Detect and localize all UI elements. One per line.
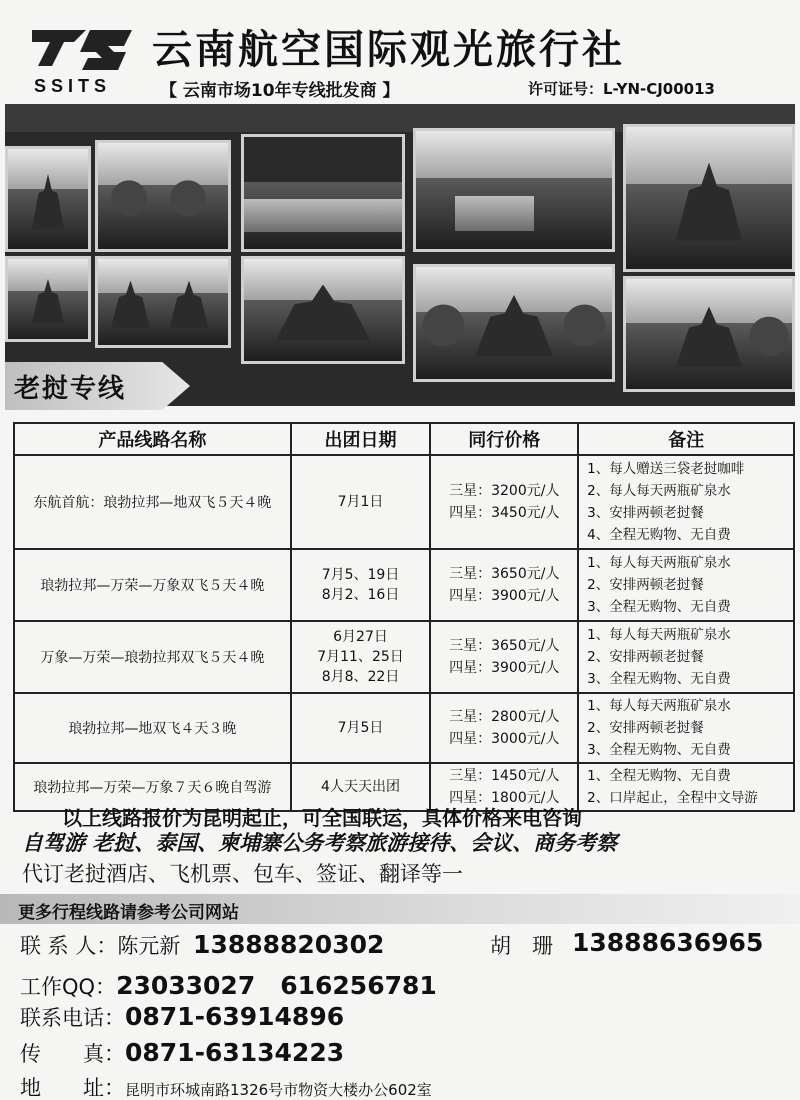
- route-notes: [578, 693, 794, 763]
- route-dates: [291, 549, 431, 621]
- route-prices: [430, 621, 578, 693]
- qq-label: 工作QQ：: [20, 975, 117, 999]
- palace-photo: [623, 124, 795, 272]
- section-title: 老挝专线: [14, 374, 127, 404]
- price-line: 四星：3900元/人: [449, 660, 560, 676]
- telephone-row: [20, 1002, 344, 1032]
- contact-person-label: 联 系 人：: [20, 934, 118, 958]
- license-number: 许可证号：L-YN-CJ00013: [528, 80, 715, 98]
- address-row: [20, 1072, 432, 1100]
- route-name: 琅勃拉邦—万荣—万象双飞５天４晚: [14, 549, 291, 621]
- qq-numbers[interactable]: 23033027 616256781: [116, 971, 437, 1000]
- date-line: 7月1日: [337, 494, 384, 510]
- price-line: 三星：2800元/人: [449, 709, 560, 725]
- price-line: 三星：3650元/人: [449, 638, 560, 654]
- note-line: 3、全程无购物、无自费: [587, 742, 731, 758]
- price-line: 四星：3900元/人: [449, 588, 560, 604]
- table-row: [14, 621, 794, 693]
- date-line: 8月2、16日: [321, 587, 400, 603]
- golden-stupa-photo: [413, 264, 615, 382]
- fax-label: 传 真：: [20, 1042, 125, 1066]
- routes-table: [13, 422, 795, 812]
- route-notes: [578, 763, 794, 811]
- contact-person-2-phone[interactable]: 13888636965: [572, 928, 764, 957]
- telephone-number[interactable]: 0871-63914896: [125, 1002, 345, 1031]
- photo-collage: [5, 104, 795, 406]
- table-row: [14, 455, 794, 549]
- route-name: 琅勃拉邦—地双飞４天３晚: [14, 693, 291, 763]
- route-prices: [430, 455, 578, 549]
- gate-monument-photo: [623, 276, 795, 392]
- pagoda-roof-photo: [241, 256, 405, 364]
- table-row: [14, 693, 794, 763]
- note-line: 2、安排两顿老挝餐: [587, 577, 704, 593]
- route-prices: [430, 549, 578, 621]
- address-value: 昆明市环城南路1326号市物资大楼办公602室: [125, 1081, 432, 1099]
- note-line: 1、每人每天两瓶矿泉水: [587, 555, 731, 571]
- waterfall-photo: [413, 128, 615, 252]
- price-note: 以上线路报价为昆明起止，可全国联运，具体价格来电咨询: [62, 806, 582, 830]
- route-dates: [291, 693, 431, 763]
- logo-text: SSITS: [34, 76, 112, 96]
- company-name: 云南航空国际观光旅行社: [152, 27, 625, 73]
- website-note: 更多行程线路请参考公司网站: [18, 903, 239, 923]
- note-line: 2、每人每天两瓶矿泉水: [587, 483, 731, 499]
- telephone-label: 联系电话：: [20, 1006, 125, 1030]
- table-header-row: [14, 423, 794, 455]
- route-notes: [578, 621, 794, 693]
- price-line: 三星：3200元/人: [449, 483, 560, 499]
- price-line: 四星：3450元/人: [449, 505, 560, 521]
- address-label: 地 址：: [20, 1076, 125, 1100]
- route-notes: [578, 549, 794, 621]
- route-name: 万象—万荣—琅勃拉邦双飞５天４晚: [14, 621, 291, 693]
- note-line: 1、全程无购物、无自费: [587, 768, 731, 784]
- tagline: 【 云南市场10年专线批发商 】: [160, 81, 400, 101]
- header-route-name: 产品线路名称: [14, 423, 291, 455]
- note-line: 2、安排两顿老挝餐: [587, 649, 704, 665]
- header-remarks: 备注: [578, 423, 794, 455]
- stupa-photo: [5, 256, 91, 342]
- note-line: 1、每人赠送三袋老挝咖啡: [587, 461, 745, 477]
- date-line: 4人天天出团: [321, 779, 400, 795]
- route-notes: [578, 455, 794, 549]
- temple-photo: [5, 146, 91, 252]
- booking-services-line: 代订老挝酒店、飞机票、包车、签证、翻译等一: [22, 862, 463, 886]
- fax-row: [20, 1038, 344, 1068]
- price-line: 三星：1450元/人: [449, 768, 560, 784]
- contact-person-row: [20, 930, 790, 960]
- date-line: 7月5、19日: [321, 567, 400, 583]
- date-line: 6月27日: [333, 629, 388, 645]
- note-line: 3、全程无购物、无自费: [587, 599, 731, 615]
- note-line: 3、安排两顿老挝餐: [587, 505, 704, 521]
- note-line: 4、全程无购物、无自费: [587, 527, 731, 543]
- price-line: 四星：1800元/人: [449, 790, 560, 806]
- route-name: 琅勃拉邦—万荣—万象７天６晚自驾游: [14, 763, 291, 811]
- waterfall-pool-photo: [241, 134, 405, 252]
- date-line: 7月11、25日: [317, 649, 404, 665]
- logo-mark-icon: [28, 24, 136, 76]
- note-line: 1、每人每天两瓶矿泉水: [587, 627, 731, 643]
- contact-person-2-name: 胡 珊: [490, 934, 553, 958]
- note-line: 2、口岸起止，全程中文导游: [587, 790, 758, 806]
- route-name: 东航首航：琅勃拉邦—地双飞５天４晚: [14, 455, 291, 549]
- date-line: 7月5日: [337, 720, 384, 736]
- statue-garden-photo: [95, 140, 231, 252]
- contact-person-1-phone[interactable]: 13888820302: [193, 930, 385, 959]
- note-line: 1、每人每天两瓶矿泉水: [587, 698, 731, 714]
- price-line: 三星：3650元/人: [449, 566, 560, 582]
- price-line: 四星：3000元/人: [449, 731, 560, 747]
- services-line: 自驾游 老挝、泰国、柬埔寨公务考察旅游接待、会议、商务考察: [22, 831, 618, 855]
- ruins-photo: [95, 256, 231, 348]
- route-dates: [291, 621, 431, 693]
- date-line: 8月8、22日: [321, 669, 400, 685]
- table-row: [14, 549, 794, 621]
- note-line: 2、安排两顿老挝餐: [587, 720, 704, 736]
- header-trade-price: 同行价格: [430, 423, 578, 455]
- note-line: 3、全程无购物、无自费: [587, 671, 731, 687]
- route-dates: [291, 455, 431, 549]
- route-prices: [430, 693, 578, 763]
- header-departure-date: 出团日期: [291, 423, 431, 455]
- contact-person-1-name: 陈元新: [117, 934, 181, 958]
- qq-row: [20, 966, 437, 1002]
- fax-number: 0871-63134223: [125, 1038, 345, 1067]
